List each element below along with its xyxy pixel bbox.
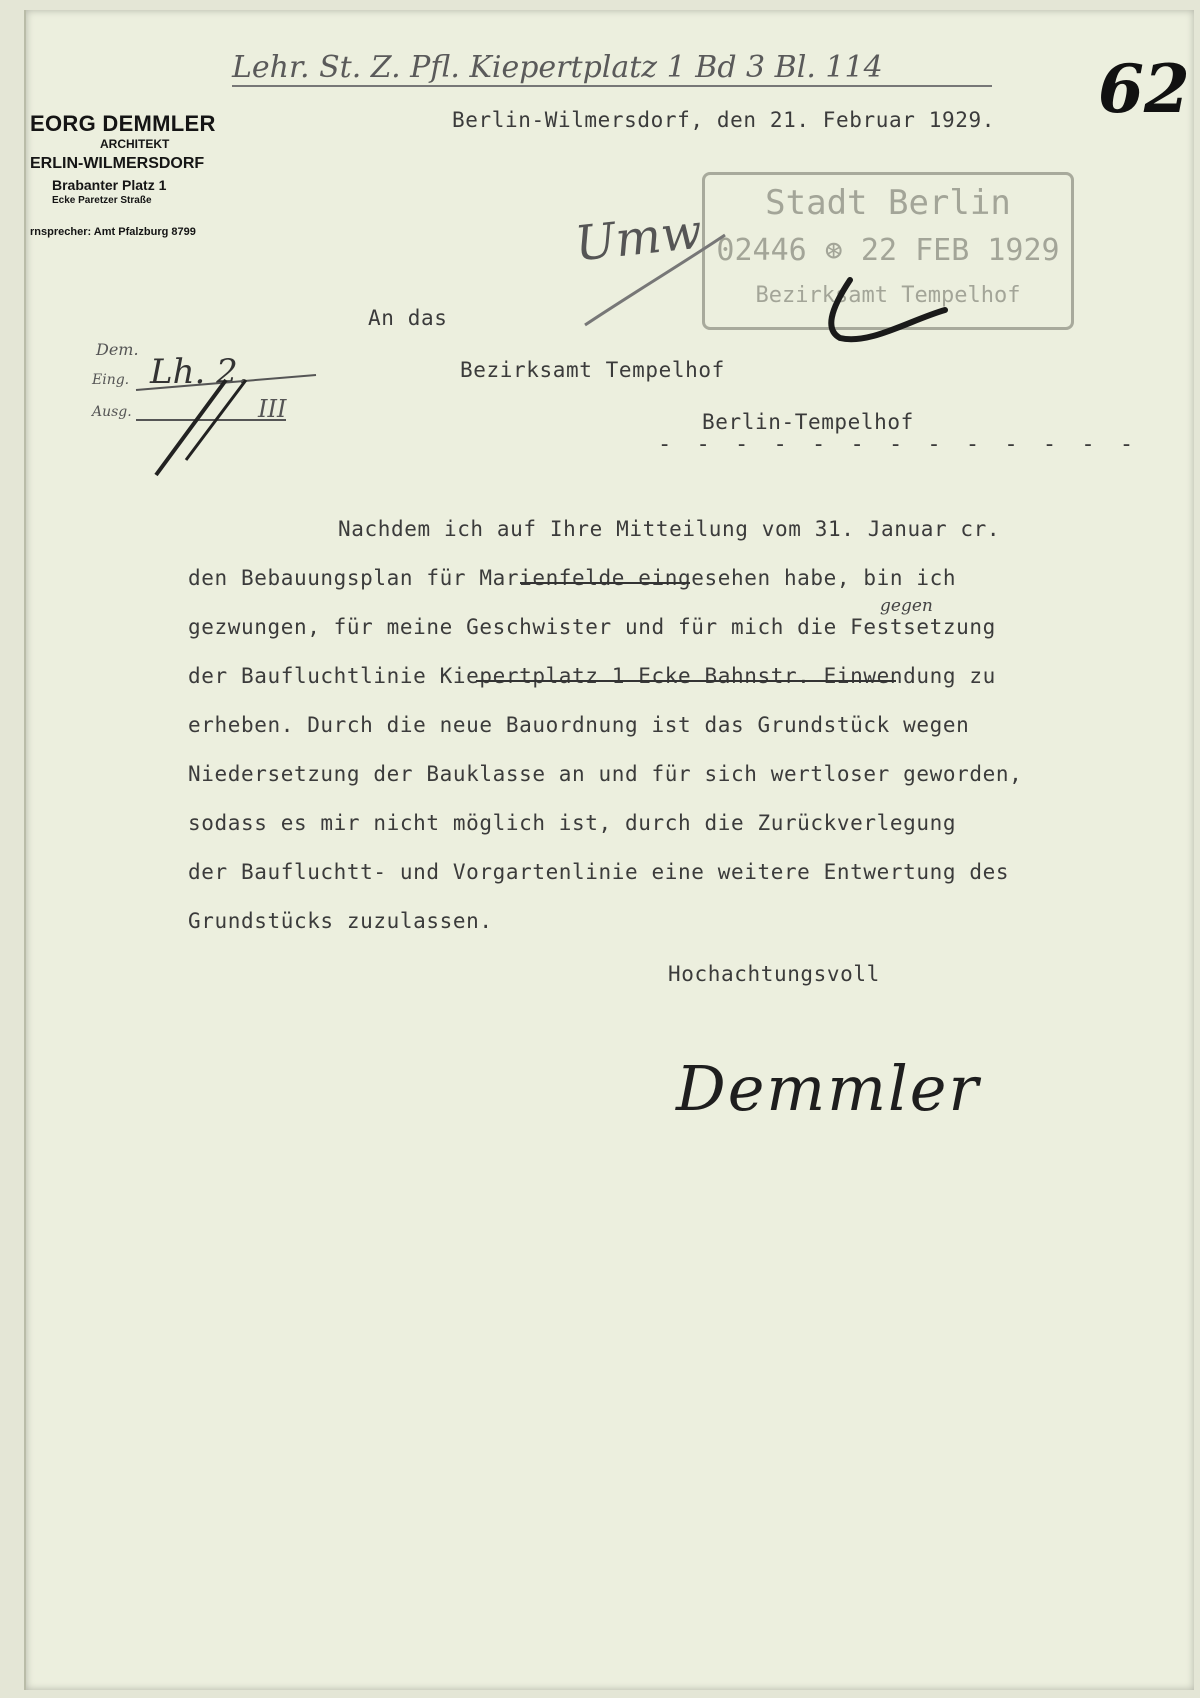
signature: Demmler	[676, 1052, 981, 1125]
letterhead	[30, 112, 260, 238]
margin-annotation: Umw	[572, 203, 705, 273]
closing: Hochachtungsvoll	[668, 962, 880, 986]
body-line-7: sodass es mir nicht möglich ist, durch die Zurückverlegung	[188, 811, 957, 835]
body-line-1: Nachdem ich auf Ihre Mitteilung vom 31. Januar cr.	[338, 517, 1001, 541]
letterhead-street: Brabanter Platz 1	[52, 177, 167, 194]
stamp-line-3: Bezirksamt Tempelhof	[755, 283, 1021, 308]
registry-label-ausg: Ausg.	[92, 404, 132, 420]
body-line-8: der Baufluchtt- und Vorgartenlinie eine weitere Entwertung des	[188, 860, 1010, 884]
registry-label-dem: Dem.	[96, 340, 139, 359]
address-line-3: Berlin-Tempelhof	[702, 410, 914, 434]
address-rule: - - - - - - - - - - - - -	[658, 432, 1140, 457]
body-line-5: erheben. Durch die neue Bauordnung ist das Grundstück wegen	[188, 713, 970, 737]
file-reference-handwriting: Lehr. St. Z. Pfl. Kiepertplatz 1 Bd 3 Bl. 114	[232, 50, 992, 87]
underline-marienfelde	[520, 582, 690, 584]
letterhead-title: ARCHITEKT	[100, 137, 170, 152]
registry-suffix: III	[258, 395, 287, 423]
page-number: 62	[1098, 50, 1190, 128]
stamp-line-2: 02446 ⊛ 22 FEB 1929	[716, 233, 1060, 268]
letterhead-city: ERLIN-WILMERSDORF	[30, 154, 205, 172]
body-line-4: der Baufluchtlinie Kiepertplatz 1 Ecke Bahnstr. Einwendung zu	[188, 664, 996, 688]
registry-label-eing: Eing.	[92, 372, 130, 388]
letterhead-name: EORG DEMMLER	[30, 111, 216, 136]
body-line-3: gezwungen, für meine Geschwister und für mich die Festsetzung	[188, 615, 996, 639]
body-line-6: Niedersetzung der Bauklasse an und für sich wertloser geworden,	[188, 762, 1023, 786]
address-line-2: Bezirksamt Tempelhof	[460, 358, 725, 382]
inserted-word: gegen	[880, 596, 933, 616]
underline-kiepertplatz	[476, 680, 896, 682]
pencil-stroke-icon	[580, 225, 730, 335]
registry-lines-icon	[126, 360, 326, 480]
body-line-2: den Bebauungsplan für Marienfelde eingesehen habe, bin ich	[188, 566, 957, 590]
stamp-line-1: Stadt Berlin	[765, 183, 1011, 223]
letterhead-corner: Ecke Paretzer Straße	[52, 195, 152, 207]
address-line-1: An das	[368, 306, 448, 330]
check-mark-icon	[810, 270, 950, 360]
date-line: Berlin-Wilmersdorf, den 21. Februar 1929.	[452, 108, 995, 132]
registry-note: Lh. 2.	[150, 352, 249, 392]
letterhead-phone: rnsprecher: Amt Pfalzburg 8799	[30, 225, 196, 238]
body-text	[188, 505, 1168, 946]
body-line-9: Grundstücks zuzulassen.	[188, 909, 493, 933]
